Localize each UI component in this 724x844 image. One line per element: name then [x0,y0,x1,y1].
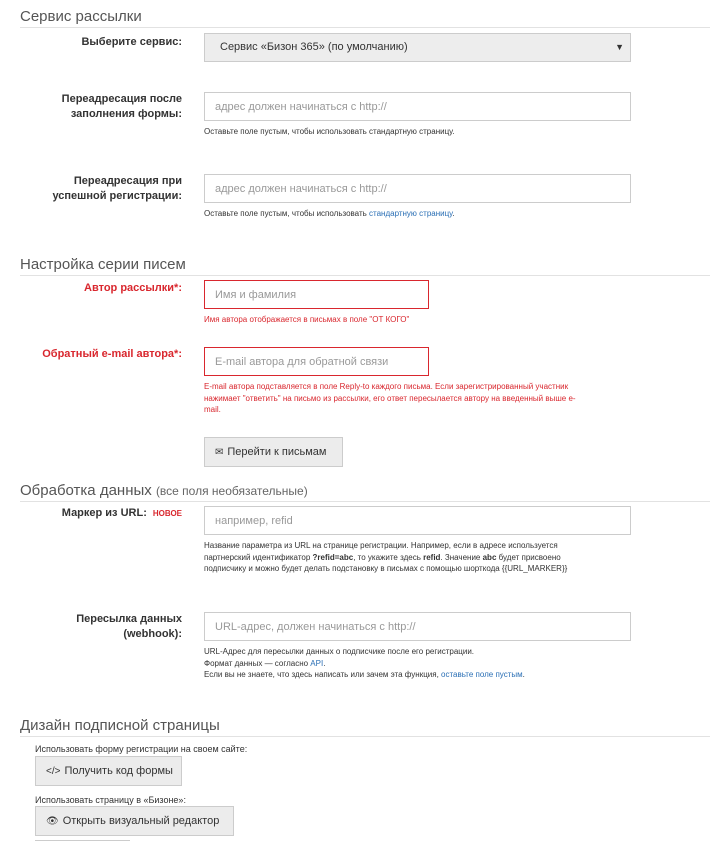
standard-page-link[interactable]: стандартную страницу [369,209,453,218]
service-select[interactable] [204,33,631,62]
own-site-text: Использовать форму регистрации на своем сайте: [35,744,248,754]
reply-email-label: Обратный e-mail автора*: [42,348,182,360]
url-marker-help: Название параметра из URL на странице регистрации. Например, если в адресе используется партнерский идентификатор ?refid=abc, то укажите здесь refid. Значение abc будет присвоено подписчику и можно будет делать подстановку в письмах с помощью шорткода {{URL_MARKER}} [204,541,568,573]
redirect-success-input[interactable] [204,174,631,203]
reply-email-input[interactable] [204,347,429,376]
author-label: Автор рассылки*: [84,282,182,294]
reply-email-help: E-mail автора подставляется в поле Reply-to каждого письма. Если зарегистрированный участник нажимает "ответить" на письмо из рассылки, его ответ пересылается автору на введенный выше e- mail. [204,382,576,414]
author-help: Имя автора отображается в письмах в поле "ОТ КОГО" [204,315,410,324]
author-input[interactable] [204,280,429,309]
eye-icon: 👁 [46,816,59,827]
envelope-icon: ✉ [215,447,224,458]
redirect-success-label: Переадресация при успешной регистрации: [52,175,182,202]
leave-empty-link[interactable]: оставьте поле пустым [441,670,523,679]
section-title-data: Обработка данных (все поля необязательные) [20,482,710,502]
url-marker-input[interactable] [204,506,631,535]
next-button-edge [35,840,130,844]
webhook-label: Пересылка данных (webhook): [76,613,182,640]
new-badge: НОВОЕ [152,509,182,518]
visual-editor-button[interactable]: 👁 Открыть визуальный редактор [35,806,234,836]
get-code-button[interactable]: </> Получить код формы [35,756,182,786]
section-title-design: Дизайн подписной страницы [20,717,710,737]
webhook-input[interactable] [204,612,631,641]
url-marker-label: Маркер из URL: НОВОЕ [61,507,182,519]
redirect-success-help: Оставьте поле пустым, чтобы использовать стандартную страницу. [204,209,455,218]
api-link[interactable]: API [310,658,324,668]
redirect-after-help: Оставьте поле пустым, чтобы использовать стандартную страницу. [204,127,455,136]
bizon-page-text: Использовать страницу в «Бизоне»: [35,795,186,805]
code-icon: </> [46,766,61,777]
service-label: Выберите сервис: [81,36,182,48]
chevron-down-icon: ▼ [615,42,624,52]
goto-letters-button[interactable]: ✉ Перейти к письмам [204,437,343,467]
service-select-value: Сервис «Бизон 365» (по умолчанию) [220,41,408,53]
webhook-help: URL-Адрес для пересылки данных о подписчике после его регистрации. Формат данных — согласно API. Если вы не знаете, что здесь написать или зачем эта функция, оставьте поле пустым. [204,647,525,679]
section-title-service: Сервис рассылки [20,8,710,28]
redirect-after-input[interactable] [204,92,631,121]
section-title-series: Настройка серии писем [20,256,710,276]
redirect-after-label: Переадресация после заполнения формы: [61,93,182,120]
